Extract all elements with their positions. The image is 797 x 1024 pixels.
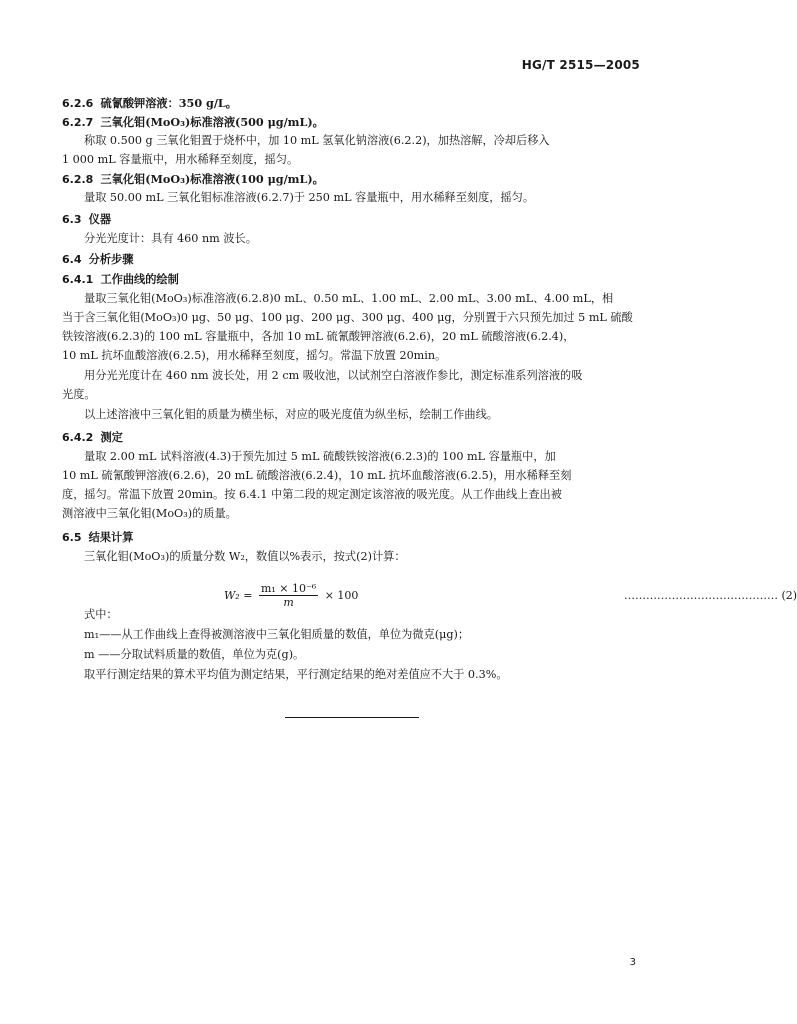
formula-lhs: W₂ =	[224, 589, 253, 602]
clause-6-2-7	[62, 115, 324, 130]
section-6-4	[62, 252, 133, 267]
paragraph-line: 用分光光度计在 460 nm 波长处，用 2 cm 吸收池，以试剂空白溶液作参比，测定标准系列溶液的吸	[84, 369, 583, 382]
clause-number: 6.4.1	[62, 273, 94, 286]
paragraph-line: 当于含三氧化钼(MoO₃)0 μg、50 μg、100 μg、200 μg、300 μg、400 μg，分别置于六只预先加过 5 mL 硫酸	[62, 311, 633, 324]
paragraph-line: 10 mL 抗坏血酸溶液(6.2.5)，用水稀释至刻度，摇匀。常温下放置 20min。	[62, 349, 447, 362]
paragraph-line: 测溶液中三氧化钼(MoO₃)的质量。	[62, 507, 237, 520]
clause-text: 三氧化钼(MoO₃)标准溶液(100 μg/mL)。	[100, 172, 324, 186]
paragraph-line: 1 000 mL 容量瓶中，用水稀释至刻度，摇匀。	[62, 153, 299, 166]
formula-fraction	[259, 582, 318, 609]
section-number: 6.3	[62, 213, 82, 226]
paragraph-line: 称取 0.500 g 三氧化钼置于烧杯中，加 10 mL 氢氧化钠溶液(6.2.2)，加热溶解，冷却后移入	[84, 134, 550, 147]
clause-title: 测定	[100, 430, 123, 444]
clause-6-4-1	[62, 272, 179, 287]
formula-numerator: m₁ × 10⁻⁶	[260, 582, 317, 595]
equation-number: …………………………………… (2)	[624, 589, 797, 602]
paragraph-line: 10 mL 硫氰酸钾溶液(6.2.6)，20 mL 硫酸溶液(6.2.4)，10 mL 抗坏血酸溶液(6.2.5)，用水稀释至刻	[62, 469, 572, 482]
section-6-3	[62, 212, 111, 227]
clause-number: 6.2.8	[62, 173, 94, 186]
page-number: 3	[629, 957, 636, 968]
clause-number: 6.4.2	[62, 431, 94, 444]
section-title: 结果计算	[88, 530, 134, 544]
paragraph-line: 取平行测定结果的算术平均值为测定结果，平行测定结果的绝对差值应不大于 0.3%。	[84, 668, 508, 681]
paragraph-line: 量取 2.00 mL 试料溶液(4.3)于预先加过 5 mL 硫酸铁铵溶液(6.2.3)的 100 mL 容量瓶中，加	[84, 450, 556, 463]
paragraph-line: 分光光度计：具有 460 nm 波长。	[84, 232, 257, 245]
formula-2	[224, 582, 797, 609]
paragraph-line: 量取三氧化钼(MoO₃)标准溶液(6.2.8)0 mL、0.50 mL、1.00 mL、2.00 mL、3.00 mL、4.00 mL，相	[84, 292, 614, 305]
clause-number: 6.2.6	[62, 97, 94, 110]
variable-definition: m ——分取试料质量的数值，单位为克(g)。	[84, 648, 305, 661]
end-rule	[285, 717, 419, 718]
formula-rhs: × 100	[324, 589, 359, 602]
clause-number: 6.2.7	[62, 116, 94, 129]
section-number: 6.5	[62, 531, 82, 544]
paragraph-line: 铁铵溶液(6.2.3)的 100 mL 容量瓶中，各加 10 mL 硫氰酸钾溶液(6.2.6)，20 mL 硫酸溶液(6.2.4)，	[62, 330, 575, 343]
paragraph-line: 三氧化钼(MoO₃)的质量分数 W₂，数值以%表示，按式(2)计算：	[84, 550, 406, 563]
paragraph-line: 量取 50.00 mL 三氧化钼标准溶液(6.2.7)于 250 mL 容量瓶中，用水稀释至刻度，摇匀。	[84, 191, 535, 204]
clause-text: 三氧化钼(MoO₃)标准溶液(500 μg/mL)。	[100, 115, 324, 129]
clause-6-2-6	[62, 96, 237, 111]
paragraph-line: 光度。	[62, 388, 96, 401]
clause-6-2-8	[62, 172, 324, 187]
section-6-5	[62, 530, 133, 545]
formula-denominator: m	[283, 596, 294, 609]
clause-6-4-2	[62, 430, 123, 445]
section-title: 分析步骤	[88, 252, 134, 266]
clause-text: 硫氰酸钾溶液：350 g/L。	[100, 96, 237, 110]
clause-title: 工作曲线的绘制	[100, 272, 179, 286]
section-number: 6.4	[62, 253, 82, 266]
section-title: 仪器	[88, 212, 112, 226]
paragraph-line: 以上述溶液中三氧化钼的质量为横坐标，对应的吸光度值为纵坐标，绘制工作曲线。	[84, 408, 498, 421]
paragraph-line: 度，摇匀。常温下放置 20min。按 6.4.1 中第二段的规定测定该溶液的吸光度。从工作曲线上查出被	[62, 488, 562, 501]
where-label: 式中：	[84, 608, 118, 621]
variable-definition: m₁——从工作曲线上查得被测溶液中三氧化钼质量的数值，单位为微克(μg)；	[84, 628, 470, 641]
standard-number: HG/T 2515—2005	[521, 58, 640, 72]
